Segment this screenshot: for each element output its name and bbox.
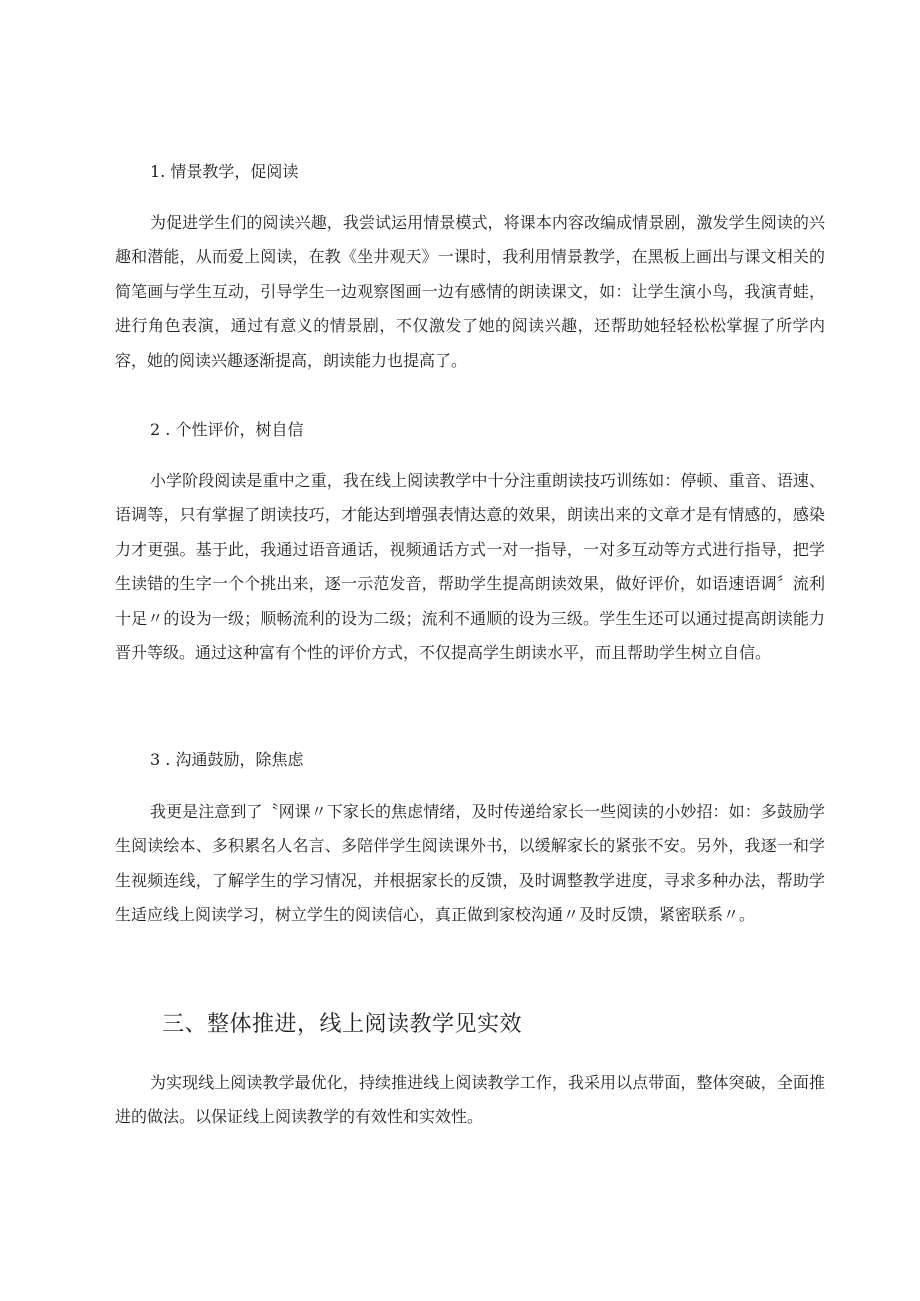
section-2-paragraph: 小学阶段阅读是重中之重，我在线上阅读教学中十分注重朗读技巧训练如：停顿、重音、语速、语调等，只有掌握了朗读技巧，才能达到增强表情达意的效果，朗读出来的文章才是有情感的，感染力才更强。基于此，我通过语音通话，视频通话方式一对一指导，一对多互动等方式进行指导，把学生读错的生字一个个挑出来，逐一示范发音，帮助学生提高朗读效果，做好评价，如语速语调〞流利十足〃的设为一级；顺畅流利的设为二级；流利不通顺的设为三级。学生生还可以通过提高朗读能力晋升等级。通过这种富有个性的评价方式，不仅提高学生朗读水平，而且帮助学生树立自信。 [115, 471, 825, 663]
main-section-heading: 三、整体推进，线上阅读教学见实效 [162, 1012, 523, 1037]
section-2-heading: 2 . 个性评价，树自信 [150, 420, 304, 439]
section-3-heading: 3 . 沟通鼓励，除焦虑 [150, 750, 304, 769]
section-1-heading: 1. 情景教学，促阅读 [150, 162, 299, 181]
closing-paragraph: 为实现线上阅读教学最优化，持续推进线上阅读教学工作，我采用以点带面，整体突破，全面推进的做法。以保证线上阅读教学的有效性和实效性。 [115, 1073, 825, 1127]
section-1-paragraph: 为促进学生们的阅读兴趣，我尝试运用情景模式，将课本内容改编成情景剧，激发学生阅读的兴趣和潜能，从而爱上阅读，在教《坐井观天》一课时，我利用情景教学，在黑板上画出与课文相关的简笔画与学生互动，引导学生一边观察图画一边有感情的朗读课文，如：让学生演小鸟，我演青蛙，进行角色表演，通过有意义的情景剧，不仅激发了她的阅读兴趣，还帮助她轻轻松松掌握了所学内容，她的阅读兴趣逐渐提高，朗读能力也提高了。 [115, 213, 825, 370]
section-3-paragraph: 我更是注意到了〝网课〃下家长的焦虑情绪，及时传递给家长一些阅读的小妙招：如：多鼓励学生阅读绘本、多积累名人名言、多陪伴学生阅读课外书，以缓解家长的紧张不安。另外，我逐一和学生视频连线，了解学生的学习情况，并根据家长的反馈，及时调整教学进度，寻求多种办法，帮助学生适应线上阅读学习，树立学生的阅读信心，真正做到家校沟通〃及时反馈，紧密联系〃。 [115, 802, 825, 925]
